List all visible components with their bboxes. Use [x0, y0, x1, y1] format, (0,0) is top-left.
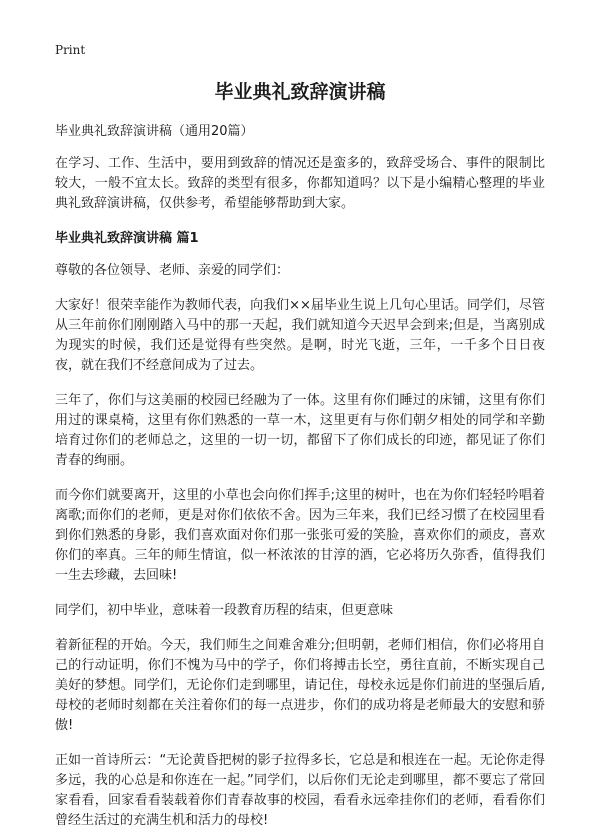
document-title: 毕业典礼致辞演讲稿	[214, 81, 386, 103]
body-paragraph: 同学们，初中毕业，意味着一段教育历程的结束，但更意味	[55, 603, 394, 618]
print-link[interactable]: Print	[55, 43, 86, 57]
body-paragraph: 三年了，你们与这美丽的校园已经融为了一体。这里有你们睡过的床铺，这里有你们用过的课桌椅，这里有你们熟悉的一草一木，这里更有与你们朝夕相处的同学和辛勤培育过你们的老师总之，这里的一切一切，都留下了你们成长的印迹，都见证了你们青春的绚丽。	[55, 393, 545, 468]
body-paragraph: 着新征程的开始。今天，我们师生之间难舍难分;但明朝，老师们相信，你们必将用自己的行动证明，你们不愧为马中的学子，你们将搏击长空，勇往直前，不断实现自己美好的梦想。同学们，无论你们走到哪里，请记住，母校永远是你们前进的坚强后盾,母校的老师时刻都在关注着你们的每一点进步，你们的成功将是老师最大的安慰和骄傲!	[55, 638, 545, 733]
intro-paragraph: 在学习、工作、生活中，要用到致辞的情况还是蛮多的，致辞受场合、事件的限制比较大，一般不宜太长。致辞的类型有很多，你都知道吗？以下是小编精心整理的毕业典礼致辞演讲稿，仅供参考，希望能够帮助到大家。	[55, 156, 545, 211]
body-paragraph: 而今你们就要离开，这里的小草也会向你们挥手;这里的树叶，也在为你们轻轻吟唱着离歌;而你们的老师，更是对你们依依不舍。因为三年来，我们已经习惯了在校园里看到你们熟悉的身影，我们喜欢面对你们那一张张可爱的笑脸，喜欢你们的顽皮，喜欢你们的率真。三年的师生情谊，似一杯浓浓的甘淳的酒，它必将历久弥香，值得我们一生去珍藏，去回味!	[55, 488, 545, 583]
section-heading: 毕业典礼致辞演讲稿 篇1	[55, 231, 199, 246]
body-paragraph: 大家好！很荣幸能作为教师代表，向我们××届毕业生说上几句心里话。同学们，尽管从三年前你们刚刚踏入马中的那一天起，我们就知道今天迟早会到来;但是，当离别成为现实的时候，我们还是觉得有些突然。是啊，时光飞逝，三年，一千多个日日夜夜，就在我们不经意间成为了过去。	[55, 298, 545, 373]
document-subtitle: 毕业典礼致辞演讲稿（通用20篇）	[55, 124, 254, 139]
body-paragraph: 正如一首诗所云：“无论黄昏把树的影子拉得多长，它总是和根连在一起。无论你走得多远，我的心总是和你连在一起。”同学们，以后你们无论走到哪里，都不要忘了常回家看看，回家看看装载着你们青春故事的校园，看看永远牵挂你们的老师，看看你们曾经生活过的充满生机和活力的母校!	[55, 753, 545, 828]
salutation-paragraph: 尊敬的各位领导、老师、亲爱的同学们：	[55, 263, 290, 278]
